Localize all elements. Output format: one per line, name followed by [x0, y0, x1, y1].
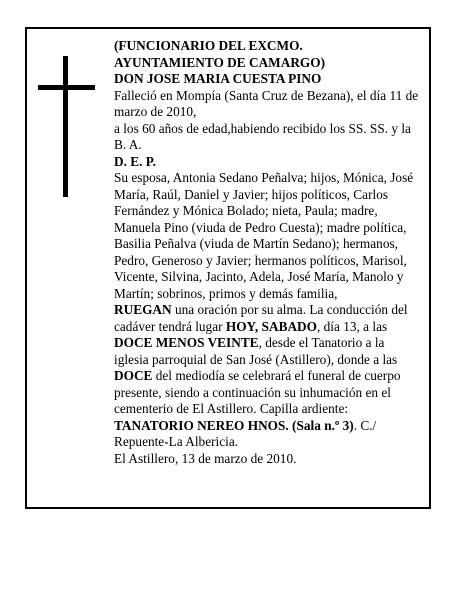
- heading-line-1: (FUNCIONARIO DEL EXCMO.: [114, 38, 303, 53]
- doce-menos-veinte: DOCE MENOS VEINTE: [114, 335, 259, 350]
- age-line: a los 60 años de edad,habiendo recibido los SS. SS. y la B. A.: [114, 120, 411, 152]
- deceased-name: DON JOSE MARIA CUESTA PINO: [114, 71, 322, 86]
- cross-icon: [63, 56, 68, 197]
- death-line: Falleció en Mompía (Santa Cruz de Bezana), el día 11 de marzo de 2010,: [114, 87, 419, 119]
- funeral-details: [114, 302, 422, 451]
- cross-icon-crossbar: [38, 85, 95, 90]
- funeral-text-4: del mediodía se celebrará el funeral de cuerpo presente, siendo a continuación su inhumación en el cementerio de El Astillero. Capilla ardiente:: [114, 368, 401, 416]
- doce: DOCE: [114, 368, 153, 383]
- family-list: Su esposa, Antonia Sedano Peñalva; hijos, Mónica, José María, Raúl, Daniel y Javier; hijos políticos, Carlos Fernández y Mónica Bolado; nieta, Paula; madre, Manuela Pino (viuda de Pedro Cuesta); madre política, Basilia Peñalva (viuda de Martín Sedano); hermanos, Pedro, Generoso y Javier; hermanos políticos, Marisol, Vicente, Silvina, Jacinto, Adela, José María, Manolo y Martín; sobrinos, primos y demás familia,: [114, 170, 414, 301]
- funeral-text-3: , desde el Tanatorio a la iglesia parroquial de San José (Astillero), donde a las: [114, 335, 398, 367]
- closing-line: El Astillero, 13 de marzo de 2010.: [114, 450, 297, 466]
- funeral-text-1: una oración por su alma. La conducción del cadáver tendrá lugar: [114, 302, 408, 334]
- hoy-sabado: HOY, SABADO: [225, 318, 317, 334]
- tanatorio: TANATORIO NEREO HNOS. (Sala n.º 3): [114, 417, 354, 433]
- ruegan-word: RUEGAN: [114, 302, 172, 317]
- heading-line-2: AYUNTAMIENTO DE CAMARGO): [114, 54, 326, 70]
- dep-line: D. E. P.: [114, 153, 156, 169]
- obituary-text: [114, 38, 422, 467]
- funeral-text-2: , día 13, a las: [317, 318, 388, 334]
- funeral-text-5: . C./ Repuente-La Albericia.: [114, 417, 377, 449]
